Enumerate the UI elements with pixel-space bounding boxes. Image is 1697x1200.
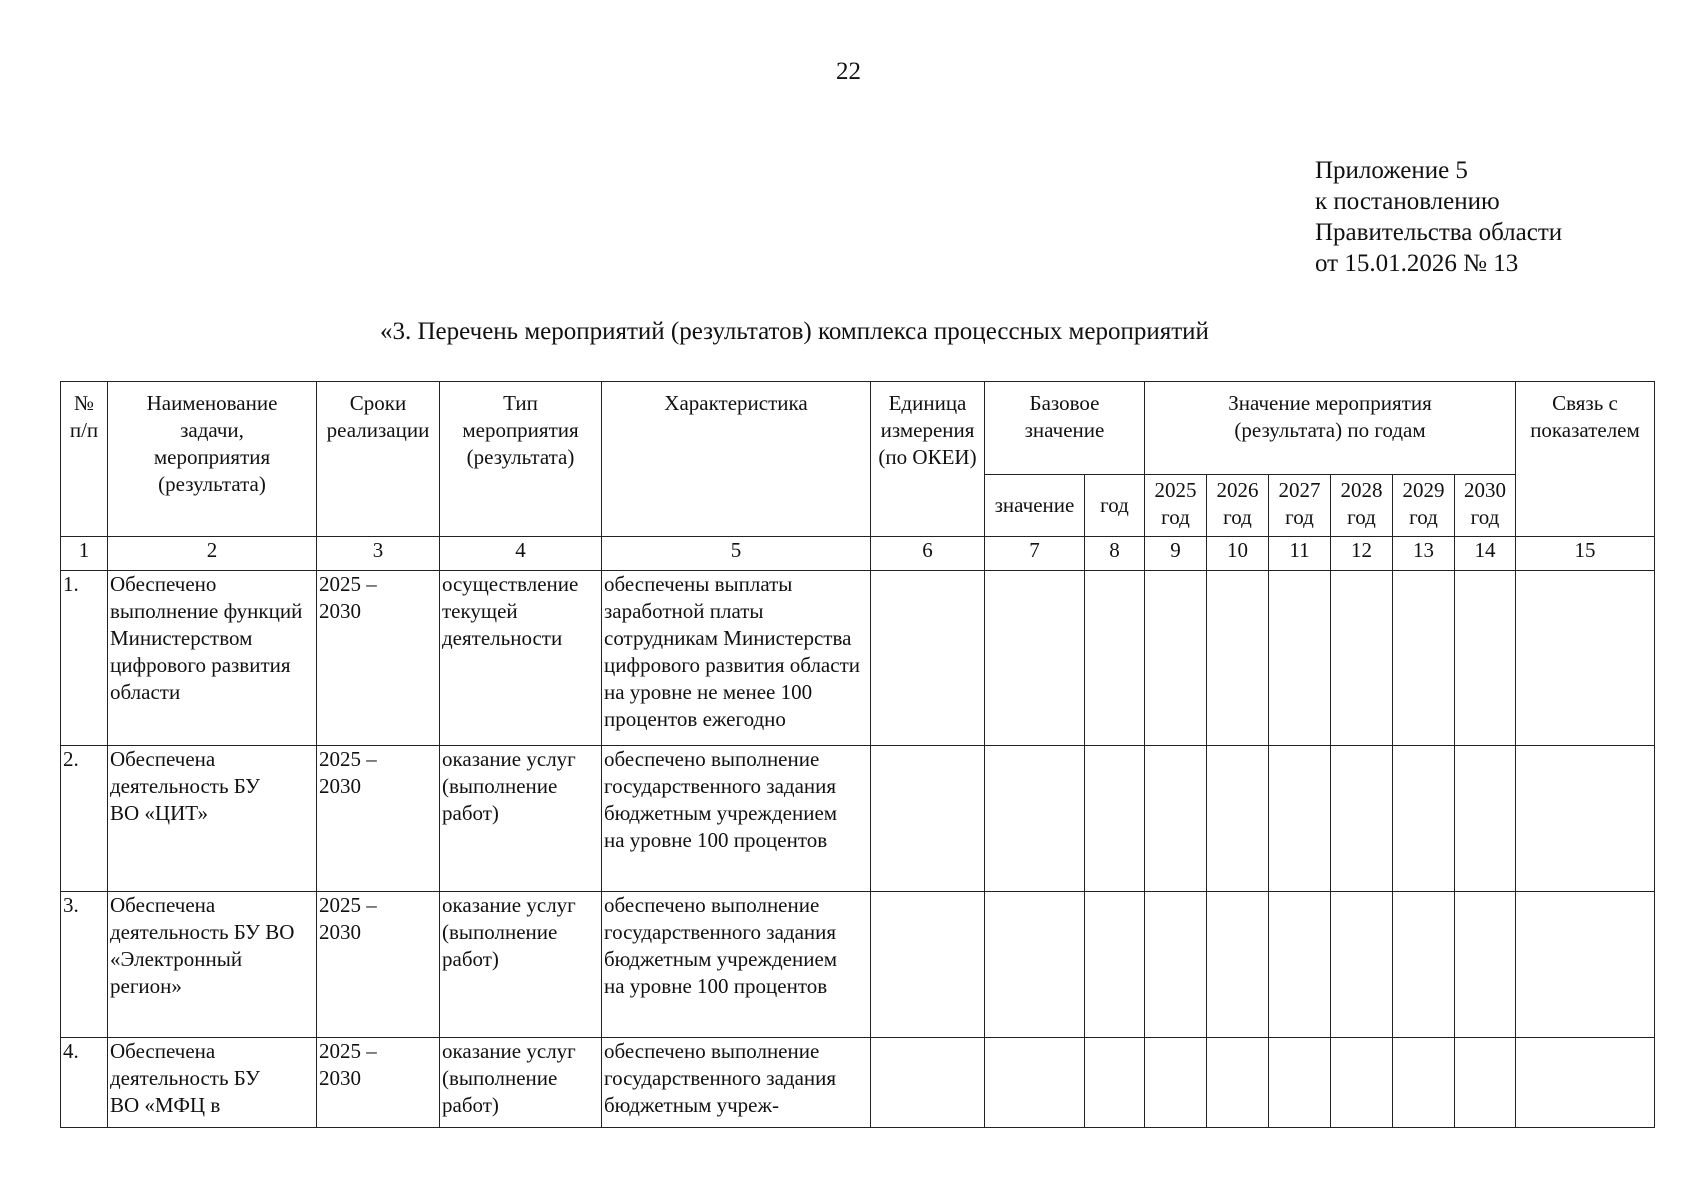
empty-cell: [1393, 1038, 1455, 1128]
empty-cell: [1455, 892, 1516, 1038]
empty-cell: [1207, 1038, 1269, 1128]
empty-cell: [1207, 571, 1269, 746]
column-number: 8: [1085, 537, 1145, 571]
header-terms: Сроки реализации: [317, 382, 440, 537]
header-year-2029: 2029 год: [1393, 475, 1455, 537]
empty-cell: [1516, 1038, 1655, 1128]
table-row: [61, 746, 1655, 892]
column-number: 15: [1516, 537, 1655, 571]
appendix-line: к постановлению: [1315, 188, 1500, 215]
empty-cell: [1393, 746, 1455, 892]
row-name: Обеспечена деятельность БУ ВО «ЦИТ»: [108, 746, 317, 892]
row-name: Обеспечена деятельность БУ ВО «МФЦ в: [108, 1038, 317, 1128]
row-num: 4.: [61, 1038, 108, 1128]
row-characteristic: обеспечено выполнение государственного задания бюджетным учреждением на уровне 100 процентов: [602, 746, 871, 892]
appendix-line: Приложение 5: [1315, 157, 1468, 184]
column-number: 9: [1145, 537, 1207, 571]
header-num: № п/п: [61, 382, 108, 537]
empty-cell: [1085, 1038, 1145, 1128]
row-type: оказание услуг (выполнение работ): [440, 892, 602, 1038]
header-year-2026: 2026 год: [1207, 475, 1269, 537]
empty-cell: [1455, 746, 1516, 892]
header-unit: Единица измерения (по ОКЕИ): [871, 382, 985, 537]
empty-cell: [1516, 892, 1655, 1038]
column-number: 10: [1207, 537, 1269, 571]
column-number-row: [61, 537, 1655, 571]
empty-cell: [1085, 571, 1145, 746]
measures-table: [60, 381, 1655, 1128]
header-characteristic: Характеристика: [602, 382, 871, 537]
table-row: [61, 1038, 1655, 1128]
empty-cell: [871, 892, 985, 1038]
empty-cell: [1145, 1038, 1207, 1128]
row-name: Обеспечено выполнение функций Министерством цифрового развития области: [108, 571, 317, 746]
row-name: Обеспечена деятельность БУ ВО «Электронный регион»: [108, 892, 317, 1038]
empty-cell: [871, 571, 985, 746]
empty-cell: [1455, 571, 1516, 746]
empty-cell: [1085, 892, 1145, 1038]
empty-cell: [1331, 1038, 1393, 1128]
empty-cell: [1145, 571, 1207, 746]
empty-cell: [1145, 892, 1207, 1038]
appendix-line: от 15.01.2026 № 13: [1315, 250, 1519, 277]
header-base-year: год: [1085, 475, 1145, 537]
empty-cell: [1269, 571, 1331, 746]
row-characteristic: обеспечено выполнение государственного задания бюджетным учреж-: [602, 1038, 871, 1128]
column-number: 4: [440, 537, 602, 571]
column-number: 14: [1455, 537, 1516, 571]
empty-cell: [985, 892, 1085, 1038]
empty-cell: [1393, 571, 1455, 746]
header-year-2028: 2028 год: [1331, 475, 1393, 537]
row-type: оказание услуг (выполнение работ): [440, 1038, 602, 1128]
column-number: 3: [317, 537, 440, 571]
row-terms: 2025 – 2030: [317, 571, 440, 746]
empty-cell: [1085, 746, 1145, 892]
empty-cell: [871, 746, 985, 892]
header-row: [61, 382, 1655, 475]
empty-cell: [1207, 892, 1269, 1038]
empty-cell: [871, 1038, 985, 1128]
row-characteristic: обеспечены выплаты заработной платы сотрудникам Министерства цифрового развития области на уровне не менее 100 процентов ежегодно: [602, 571, 871, 746]
empty-cell: [1455, 1038, 1516, 1128]
row-num: 3.: [61, 892, 108, 1038]
table-row: [61, 892, 1655, 1038]
table-row: [61, 571, 1655, 746]
empty-cell: [1145, 746, 1207, 892]
empty-cell: [985, 571, 1085, 746]
row-num: 2.: [61, 746, 108, 892]
row-num: 1.: [61, 571, 108, 746]
row-type: осуществление текущей деятельности: [440, 571, 602, 746]
page-number: 22: [836, 58, 861, 85]
empty-cell: [1331, 746, 1393, 892]
appendix-block: [1315, 155, 1562, 279]
header-year-2030: 2030 год: [1455, 475, 1516, 537]
row-terms: 2025 – 2030: [317, 1038, 440, 1128]
column-number: 5: [602, 537, 871, 571]
row-terms: 2025 – 2030: [317, 892, 440, 1038]
empty-cell: [1207, 746, 1269, 892]
empty-cell: [1516, 746, 1655, 892]
empty-cell: [985, 746, 1085, 892]
document-title: «3. Перечень мероприятий (результатов) комплекса процессных мероприятий: [380, 318, 1209, 345]
column-number: 2: [108, 537, 317, 571]
header-name: Наименование задачи, мероприятия (результата): [108, 382, 317, 537]
empty-cell: [1516, 571, 1655, 746]
empty-cell: [985, 1038, 1085, 1128]
header-type: Тип мероприятия (результата): [440, 382, 602, 537]
appendix-line: Правительства области: [1315, 219, 1563, 246]
column-number: 6: [871, 537, 985, 571]
header-values-group: Значение мероприятия (результата) по годам: [1145, 382, 1516, 475]
empty-cell: [1269, 746, 1331, 892]
column-number: 7: [985, 537, 1085, 571]
empty-cell: [1331, 892, 1393, 1038]
empty-cell: [1393, 892, 1455, 1038]
header-year-2025: 2025 год: [1145, 475, 1207, 537]
header-link: Связь с показателем: [1516, 382, 1655, 537]
empty-cell: [1269, 1038, 1331, 1128]
column-number: 13: [1393, 537, 1455, 571]
row-type: оказание услуг (выполнение работ): [440, 746, 602, 892]
row-characteristic: обеспечено выполнение государственного задания бюджетным учреждением на уровне 100 процентов: [602, 892, 871, 1038]
column-number: 1: [61, 537, 108, 571]
empty-cell: [1331, 571, 1393, 746]
header-base: Базовое значение: [985, 382, 1145, 475]
row-terms: 2025 – 2030: [317, 746, 440, 892]
column-number: 12: [1331, 537, 1393, 571]
header-base-value: значение: [985, 475, 1085, 537]
empty-cell: [1269, 892, 1331, 1038]
header-year-2027: 2027 год: [1269, 475, 1331, 537]
column-number: 11: [1269, 537, 1331, 571]
